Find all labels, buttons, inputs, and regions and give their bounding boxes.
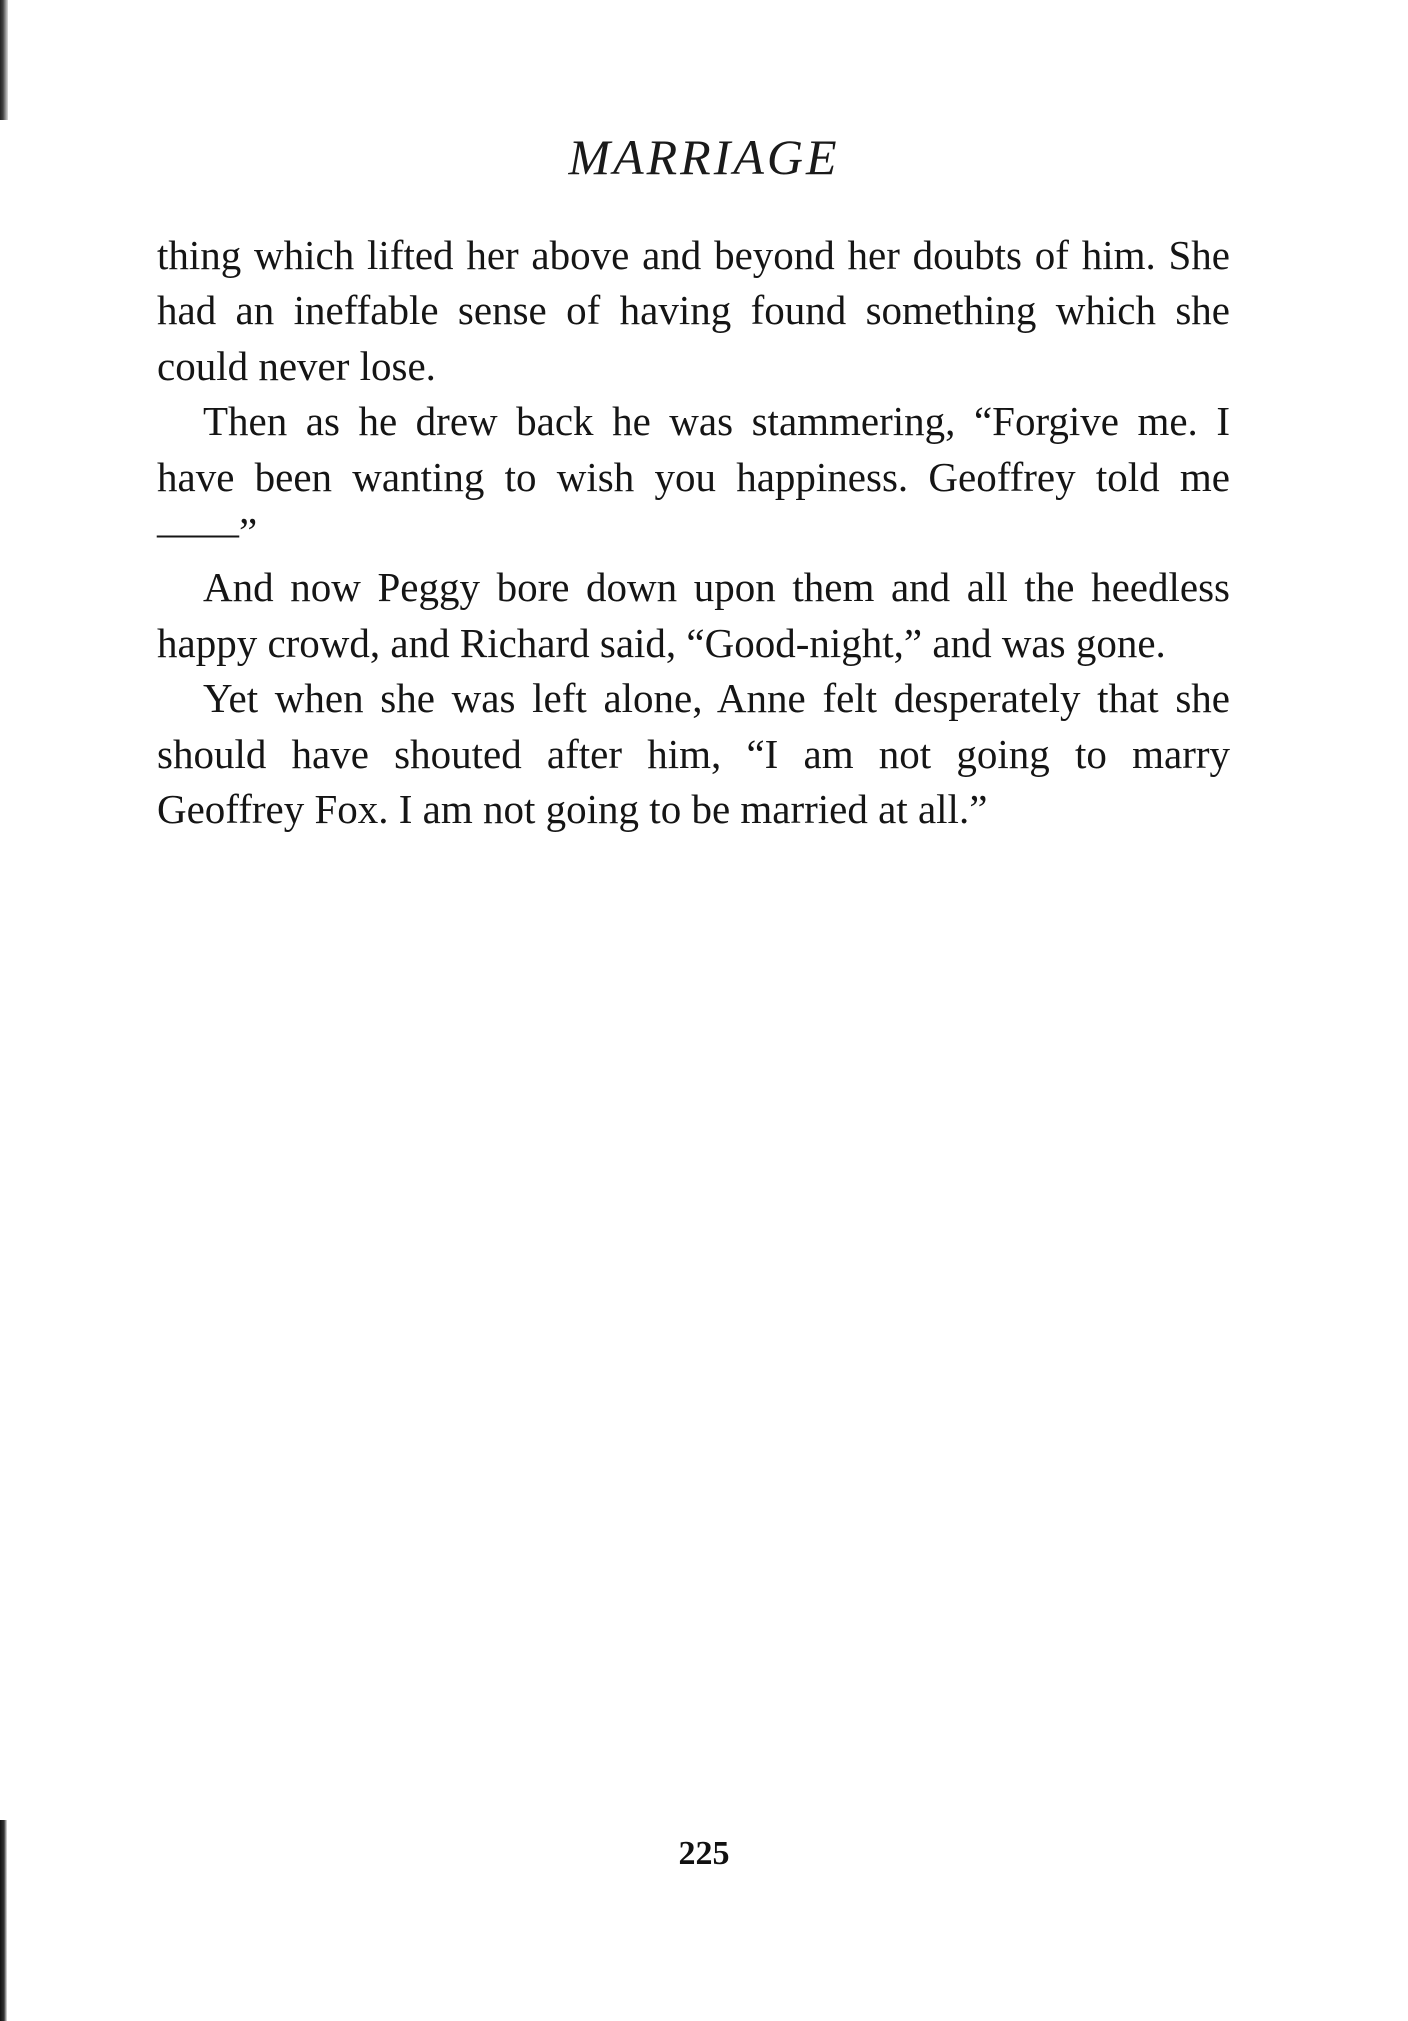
page-number: 225	[678, 1835, 730, 1872]
page-edge-shadow-top	[0, 0, 8, 120]
paragraph-continuation: thing which lifted her above and beyond her doubts of him. She had an ineffable sense of having found something which she could never lose.	[157, 232, 1230, 389]
paragraph: Yet when she was left alone, Anne felt desperately that she should have shouted after him, “I am not going to marry Geoffrey Fox. I am not going to be married at all.”	[157, 675, 1230, 833]
body-text	[157, 228, 1230, 837]
running-head: MARRIAGE	[568, 129, 840, 185]
paragraph: And now Peggy bore down upon them and all the heedless happy crowd, and Richard said, “Good-night,” and was gone.	[157, 564, 1230, 666]
paragraph: Then as he drew back he was stammering, “Forgive me. I have been wanting to wish you happiness. Geoffrey told me——”	[157, 398, 1230, 556]
